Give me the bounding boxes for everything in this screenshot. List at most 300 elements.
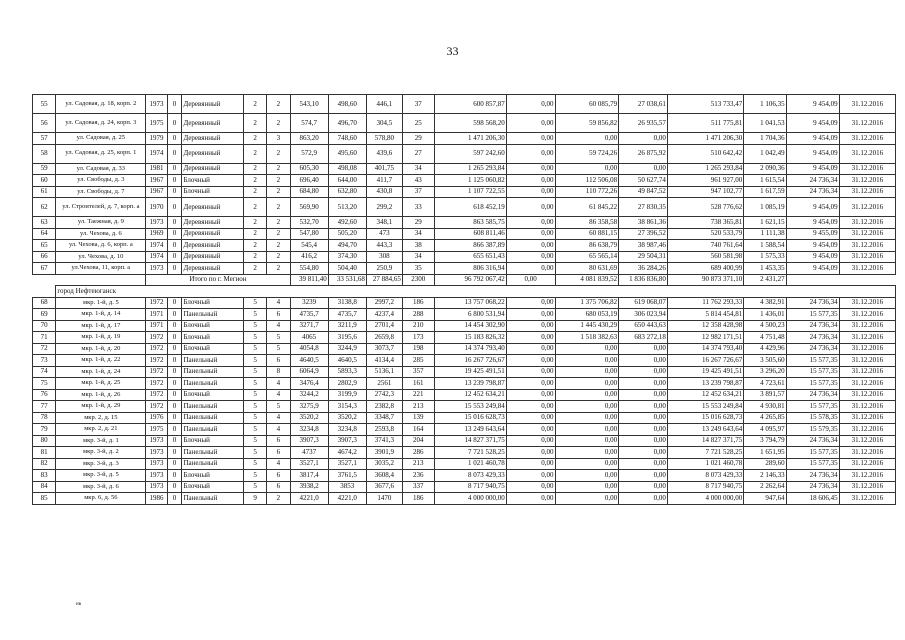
table-cell: 38 — [402, 240, 434, 252]
table-cell: 545,4 — [290, 240, 328, 252]
table-cell: 5 — [243, 424, 266, 436]
table-cell: 15 577,35 — [786, 378, 839, 390]
table-row — [33, 458, 896, 470]
table-cell: 1967 — [146, 175, 167, 187]
table-cell: 3244,2 — [290, 389, 328, 401]
table-cell: 513 733,47 — [667, 95, 743, 114]
table-cell: 35 — [402, 263, 434, 275]
table-cell: 696,40 — [290, 175, 328, 187]
table-cell: 1972 — [146, 366, 167, 378]
address-cell: ул. Свободы, д. 3 — [56, 175, 146, 187]
table-cell: 3677,6 — [366, 481, 402, 493]
address-cell: ул. Садовая, д. 33 — [56, 163, 146, 175]
table-cell: 1 106,35 — [744, 95, 786, 114]
total-cell: 27 884,65 — [366, 274, 402, 286]
table-cell: 14 374 793,40 — [667, 343, 743, 355]
table-cell: 4 — [267, 297, 290, 309]
table-cell: 1 453,35 — [744, 263, 786, 275]
table-cell: Панельный — [182, 378, 243, 390]
table-cell: 213 — [402, 401, 434, 413]
table-cell: 0,00 — [619, 366, 668, 378]
table-cell: 2 — [267, 114, 290, 133]
table-cell: 3901,9 — [366, 447, 402, 459]
table-cell: 2 — [267, 95, 290, 114]
table-cell: 3527,1 — [328, 458, 366, 470]
table-cell: 513,20 — [328, 198, 366, 217]
table-cell: 2 — [243, 95, 266, 114]
table-cell: 9 454,09 — [786, 114, 839, 133]
table-cell: 0,00 — [619, 401, 668, 413]
table-cell: 15 577,35 — [786, 458, 839, 470]
table-cell: 1 085,19 — [744, 198, 786, 217]
table-cell: 3741,3 — [366, 435, 402, 447]
table-cell: Деревянный — [182, 95, 243, 114]
table-cell: 0 — [167, 175, 182, 187]
table-cell: 0,00 — [619, 447, 668, 459]
table-cell: 2 — [243, 251, 266, 263]
table-cell: Панельный — [182, 309, 243, 321]
table-cell: 3154,3 — [328, 401, 366, 413]
table-cell: 5893,3 — [328, 366, 366, 378]
table-cell: 0,00 — [506, 297, 555, 309]
table-row — [33, 401, 896, 413]
table-cell: 14 827 371,75 — [667, 435, 743, 447]
table-cell: 4 — [267, 458, 290, 470]
table-cell: 498,08 — [328, 163, 366, 175]
table-cell: 2 — [267, 217, 290, 229]
table-cell: 198 — [402, 343, 434, 355]
table-cell: 0,00 — [506, 163, 555, 175]
table-cell: 2 — [243, 175, 266, 187]
table-cell: 3907,3 — [290, 435, 328, 447]
table-cell: 0 — [167, 133, 182, 145]
table-cell: 496,70 — [328, 114, 366, 133]
table-cell: 3275,9 — [290, 401, 328, 413]
table-cell: 0 — [167, 251, 182, 263]
table-cell: 5 — [243, 297, 266, 309]
table-totals — [33, 274, 896, 297]
table-cell: 597 242,60 — [434, 144, 506, 163]
table-cell: 0,00 — [506, 144, 555, 163]
page-footnote: нв — [76, 602, 82, 607]
table-cell: 0,00 — [506, 447, 555, 459]
table-cell: Блочный — [182, 186, 243, 198]
table-cell: 947,64 — [744, 493, 786, 505]
table-cell: 6 — [267, 470, 290, 482]
table-cell: 4 751,48 — [744, 332, 786, 344]
table-cell: 0,00 — [506, 95, 555, 114]
table-cell: 1 107 722,55 — [434, 186, 506, 198]
table-cell: 8 073 429,33 — [667, 470, 743, 482]
table-cell: 27 — [402, 144, 434, 163]
table-cell: 2 — [243, 240, 266, 252]
table-cell: Блочный — [182, 332, 243, 344]
total-cell: 2 431,27 — [744, 274, 786, 286]
table-cell: 31.12.2016 — [839, 217, 895, 229]
table-cell: 632,80 — [328, 186, 366, 198]
table-cell: 213 — [402, 458, 434, 470]
table-cell: 5 — [243, 470, 266, 482]
table-cell: Блочный — [182, 481, 243, 493]
table-cell: 3476,4 — [290, 378, 328, 390]
table-cell: 6 — [267, 447, 290, 459]
table-cell: 3938,2 — [290, 481, 328, 493]
table-cell: 61 — [33, 186, 56, 198]
table-cell: 0,00 — [555, 470, 619, 482]
table-cell: 5 — [267, 401, 290, 413]
table-row — [33, 447, 896, 459]
table-cell: 2742,3 — [366, 389, 402, 401]
table-cell: 0 — [167, 228, 182, 240]
table-cell: 9 454,09 — [786, 144, 839, 163]
address-cell: мкр. 2, д. 21 — [56, 424, 146, 436]
table-cell: 1973 — [146, 481, 167, 493]
table-cell: 2 — [267, 263, 290, 275]
total-cell: 0,00 — [506, 274, 555, 286]
table-cell: 1 265 293,84 — [667, 163, 743, 175]
table-cell: 5 — [243, 447, 266, 459]
table-cell: 7 721 528,25 — [434, 447, 506, 459]
table-cell: 304,5 — [366, 114, 402, 133]
table-cell: 0 — [167, 458, 182, 470]
table-cell: 74 — [33, 366, 56, 378]
table-row — [33, 263, 896, 275]
table-cell: 0,00 — [619, 412, 668, 424]
table-cell: 1 111,38 — [744, 228, 786, 240]
table-cell: 1 021 460,78 — [667, 458, 743, 470]
table-cell: 164 — [402, 424, 434, 436]
table-cell: 5 — [243, 435, 266, 447]
address-cell: мкр. 3-й, д. 5 — [56, 470, 146, 482]
table-cell: 9 — [243, 493, 266, 505]
total-label: Итого по г. Мегион — [146, 274, 290, 286]
table-cell: 0,00 — [506, 332, 555, 344]
table-cell: 2 — [267, 493, 290, 505]
address-cell: мкр. 3-й, д. 2 — [56, 447, 146, 459]
table-cell: 2 — [243, 186, 266, 198]
table-cell: 31.12.2016 — [839, 470, 895, 482]
table-cell: 0 — [167, 447, 182, 459]
address-cell: ул. Строителей, д. 7, корп. а — [56, 198, 146, 217]
table-row — [33, 343, 896, 355]
table-cell: 1 265 293,84 — [434, 163, 506, 175]
table-cell: 31.12.2016 — [839, 355, 895, 367]
address-cell: мкр. 6, д. 56 — [56, 493, 146, 505]
table-cell: 15 577,35 — [786, 401, 839, 413]
table-cell: 12 358 428,98 — [667, 320, 743, 332]
table-cell: 578,80 — [366, 133, 402, 145]
table-cell: 2 — [243, 263, 266, 275]
table-cell: Деревянный — [182, 144, 243, 163]
address-cell: мкр. 1-й, д. 14 — [56, 309, 146, 321]
table-cell: 1 588,54 — [744, 240, 786, 252]
table-cell: Панельный — [182, 447, 243, 459]
table-cell: 9 454,09 — [786, 133, 839, 145]
table-cell: 2 — [243, 217, 266, 229]
table-cell: 961 927,00 — [667, 175, 743, 187]
table-cell: 0,00 — [619, 458, 668, 470]
table-body-megion — [33, 95, 896, 275]
table-cell: Деревянный — [182, 240, 243, 252]
table-cell: 15 577,35 — [786, 309, 839, 321]
table-cell: 50 627,74 — [619, 175, 668, 187]
table-cell: 4640,5 — [328, 355, 366, 367]
table-cell: 3 296,20 — [744, 366, 786, 378]
table-cell: 24 736,34 — [786, 470, 839, 482]
table-cell: 0,00 — [619, 481, 668, 493]
table-cell: 2 — [267, 163, 290, 175]
table-cell: 0,00 — [506, 470, 555, 482]
table-cell: 63 — [33, 217, 56, 229]
table-cell: 14 827 371,75 — [434, 435, 506, 447]
total-cell: 33 531,68 — [328, 274, 366, 286]
table-cell: Блочный — [182, 470, 243, 482]
table-cell: 4 382,91 — [744, 297, 786, 309]
table-cell: 65 565,14 — [555, 251, 619, 263]
table-cell: 1 704,36 — [744, 133, 786, 145]
table-cell: 619 068,07 — [619, 297, 668, 309]
address-cell: ул. Садовая, д. 25 — [56, 133, 146, 145]
table-cell: 443,3 — [366, 240, 402, 252]
table-cell: 15 579,35 — [786, 424, 839, 436]
table-cell: 511 775,81 — [667, 114, 743, 133]
table-cell: 0,00 — [506, 412, 555, 424]
table-cell: 863 585,75 — [434, 217, 506, 229]
table-cell: 4221,0 — [290, 493, 328, 505]
table-cell: 3211,9 — [328, 320, 366, 332]
table-row — [33, 389, 896, 401]
table-cell: 0,00 — [555, 163, 619, 175]
address-cell: ул. Садовая, д. 24, корп. 3 — [56, 114, 146, 133]
table-cell: 0,00 — [555, 481, 619, 493]
table-cell: 3853 — [328, 481, 366, 493]
table-row — [33, 412, 896, 424]
table-cell: 446,1 — [366, 95, 402, 114]
table-cell: 1 518 382,63 — [555, 332, 619, 344]
table-cell: 8 073 429,33 — [434, 470, 506, 482]
page-number: 33 — [446, 44, 459, 58]
table-cell: 5 — [243, 355, 266, 367]
table-cell: 740 761,64 — [667, 240, 743, 252]
table-cell: 866 387,89 — [434, 240, 506, 252]
table-cell: 221 — [402, 389, 434, 401]
table-cell: 3035,2 — [366, 458, 402, 470]
address-cell: ул. Садовая, д. 18, корп. 2 — [56, 95, 146, 114]
table-cell: 0,00 — [555, 447, 619, 459]
table-cell: 947 102,77 — [667, 186, 743, 198]
table-cell: 79 — [33, 424, 56, 436]
table-cell: 0 — [167, 217, 182, 229]
address-cell: мкр. 1-й, д. 19 — [56, 332, 146, 344]
section-header-row — [33, 286, 896, 298]
table-cell: 510 642,42 — [667, 144, 743, 163]
table-cell: 14 454 302,90 — [434, 320, 506, 332]
table-row — [33, 378, 896, 390]
table-cell: 2659,8 — [366, 332, 402, 344]
table-cell: 31.12.2016 — [839, 493, 895, 505]
table-cell: 29 504,31 — [619, 251, 668, 263]
table-cell: 6 — [267, 481, 290, 493]
table-cell: 5 — [243, 320, 266, 332]
table-cell: 504,40 — [328, 263, 366, 275]
table-cell: 494,70 — [328, 240, 366, 252]
table-cell: 76 — [33, 389, 56, 401]
table-cell: 0 — [167, 186, 182, 198]
table-cell: 5 — [267, 332, 290, 344]
table-cell: 43 — [402, 175, 434, 187]
table-cell: 31.12.2016 — [839, 481, 895, 493]
table-cell: 29 — [402, 133, 434, 145]
table-cell: 31.12.2016 — [839, 378, 895, 390]
table-cell: 4 723,61 — [744, 378, 786, 390]
table-cell: 6 — [267, 435, 290, 447]
table-cell: Деревянный — [182, 228, 243, 240]
table-cell: 1975 — [146, 424, 167, 436]
table-cell: 1 125 060,82 — [434, 175, 506, 187]
table-cell: Деревянный — [182, 251, 243, 263]
table-cell: 0 — [167, 198, 182, 217]
table-cell: 60 — [33, 175, 56, 187]
table-cell: 547,80 — [290, 228, 328, 240]
table-cell: 2 090,36 — [744, 163, 786, 175]
table-row — [33, 228, 896, 240]
table-cell: 4735,7 — [328, 309, 366, 321]
table-cell: 15 016 628,73 — [667, 412, 743, 424]
table-cell: 66 — [33, 251, 56, 263]
table-cell: 0,00 — [619, 133, 668, 145]
total-row — [33, 274, 896, 286]
table-cell: 84 — [33, 481, 56, 493]
table-cell: 0,00 — [619, 389, 668, 401]
table-cell: 85 — [33, 493, 56, 505]
table-cell: 3138,8 — [328, 297, 366, 309]
table-cell: 0,00 — [555, 133, 619, 145]
table-cell: 4054,8 — [290, 343, 328, 355]
table-cell: 0,00 — [506, 175, 555, 187]
table-cell: 31.12.2016 — [839, 144, 895, 163]
table-cell: 0 — [167, 297, 182, 309]
table-cell: 49 847,52 — [619, 186, 668, 198]
table-cell: 31.12.2016 — [839, 95, 895, 114]
table-cell: 2997,2 — [366, 297, 402, 309]
table-cell: 34 — [402, 251, 434, 263]
table-cell: 31.12.2016 — [839, 458, 895, 470]
table-cell: 31.12.2016 — [839, 401, 895, 413]
table-cell: 5 — [243, 332, 266, 344]
table-cell: 75 — [33, 378, 56, 390]
table-cell: 689 400,99 — [667, 263, 743, 275]
table-cell: 173 — [402, 332, 434, 344]
table-row — [33, 163, 896, 175]
table-row — [33, 320, 896, 332]
table-cell: 1 621,15 — [744, 217, 786, 229]
table-cell: 2 — [243, 114, 266, 133]
table-cell: 26 935,57 — [619, 114, 668, 133]
table-cell: 0 — [167, 343, 182, 355]
table-cell: 38 861,36 — [619, 217, 668, 229]
table-cell: 806 316,94 — [434, 263, 506, 275]
table-cell: 430,8 — [366, 186, 402, 198]
table-cell: 4 000 000,00 — [667, 493, 743, 505]
address-cell: ул. Садовая, д. 25, корп. 1 — [56, 144, 146, 163]
total-cell: 1 836 836,80 — [619, 274, 668, 286]
table-cell: 1973 — [146, 447, 167, 459]
table-cell: 29 — [402, 217, 434, 229]
table-cell: 13 249 643,64 — [434, 424, 506, 436]
table-cell: 27 038,61 — [619, 95, 668, 114]
table-cell: 600 857,87 — [434, 95, 506, 114]
table-cell: 1973 — [146, 217, 167, 229]
table-cell: 3761,5 — [328, 470, 366, 482]
table-cell: Деревянный — [182, 114, 243, 133]
table-cell: 110 772,26 — [555, 186, 619, 198]
table-cell: 27 830,35 — [619, 198, 668, 217]
table-cell: 0,00 — [619, 355, 668, 367]
table-cell: 0 — [167, 366, 182, 378]
address-cell: ул. Чехова, д. 6, корп. а — [56, 240, 146, 252]
table-cell: 8 717 940,75 — [434, 481, 506, 493]
table-cell: 0 — [167, 355, 182, 367]
table-cell: 0,00 — [506, 481, 555, 493]
table-cell: 572,9 — [290, 144, 328, 163]
table-cell: 4 — [267, 320, 290, 332]
table-cell: 112 506,08 — [555, 175, 619, 187]
table-row — [33, 297, 896, 309]
table-cell: 57 — [33, 133, 56, 145]
table-cell: 2 — [267, 186, 290, 198]
table-cell: Панельный — [182, 424, 243, 436]
table-cell: 1973 — [146, 470, 167, 482]
address-cell: мкр. 3-й, д. 1 — [56, 435, 146, 447]
address-cell: ул. Чехова, д. 6 — [56, 228, 146, 240]
table-cell: 69 — [33, 309, 56, 321]
table-cell: 473 — [366, 228, 402, 240]
table-cell: 73 — [33, 355, 56, 367]
table-cell: Панельный — [182, 355, 243, 367]
table-cell: 68 — [33, 297, 56, 309]
table-cell: 0 — [167, 470, 182, 482]
table-cell: 1972 — [146, 389, 167, 401]
table-cell: 0 — [167, 320, 182, 332]
table-cell: 24 736,34 — [786, 343, 839, 355]
table-cell: 0,00 — [506, 309, 555, 321]
table-cell: 12 452 634,21 — [667, 389, 743, 401]
table-cell: 72 — [33, 343, 56, 355]
table-cell: 13 239 798,87 — [667, 378, 743, 390]
table-cell: 4 429,96 — [744, 343, 786, 355]
table-cell: 9 455,09 — [786, 228, 839, 240]
table-cell: 2593,8 — [366, 424, 402, 436]
table-cell: 0 — [167, 424, 182, 436]
table-cell: 2 — [267, 251, 290, 263]
table-cell: 86 358,58 — [555, 217, 619, 229]
table-row — [33, 332, 896, 344]
table-cell: 65 — [33, 240, 56, 252]
table-cell: 82 — [33, 458, 56, 470]
table-cell: 15 016 628,73 — [434, 412, 506, 424]
table-cell: 0,00 — [555, 343, 619, 355]
table-cell: 13 239 798,87 — [434, 378, 506, 390]
table-cell: 0 — [167, 493, 182, 505]
table-row — [33, 240, 896, 252]
table-cell: 0,00 — [506, 228, 555, 240]
table-cell: 56 — [33, 114, 56, 133]
table-cell: 0,00 — [619, 378, 668, 390]
table-cell: 0,00 — [506, 251, 555, 263]
table-cell: 1 042,49 — [744, 144, 786, 163]
table-cell: 1470 — [366, 493, 402, 505]
table-cell: 31.12.2016 — [839, 389, 895, 401]
